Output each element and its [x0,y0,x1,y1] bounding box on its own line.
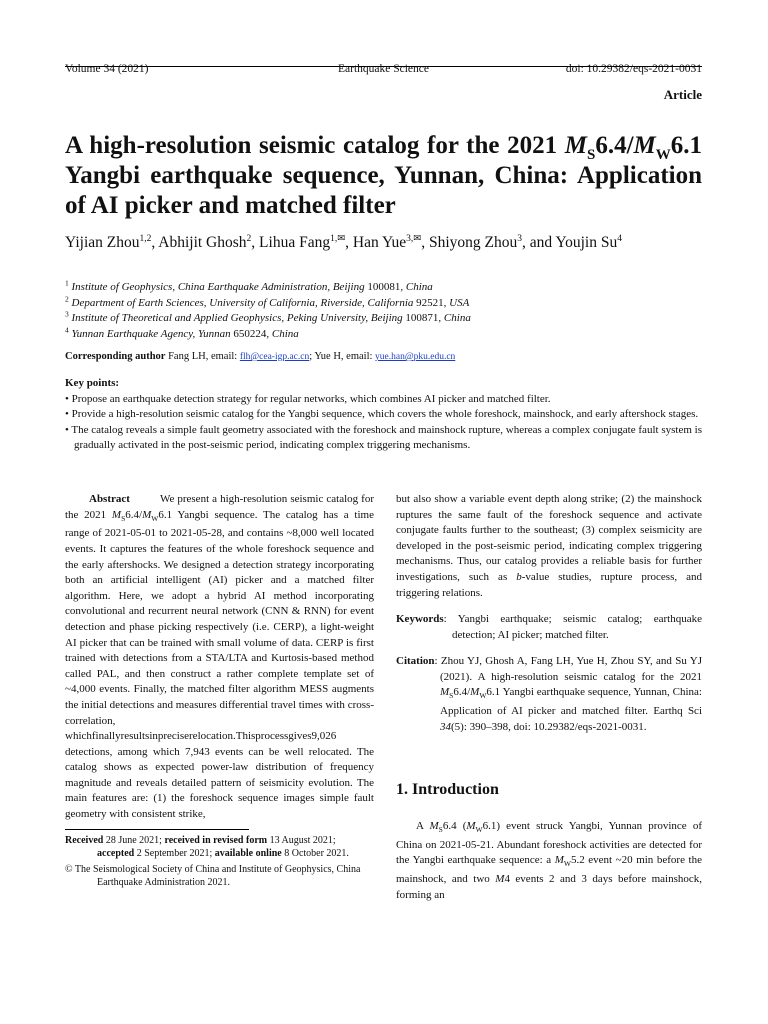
key-point: • Propose an earthquake detection strategy for regular networks, which combines AI picker and matched filter. [65,392,551,405]
affiliations [65,280,702,342]
key-points-heading: Key points: [65,377,120,389]
affiliation: $^3$ Institute of Theoretical and Applied Geophysics, Peking University, Beijing 100871, China [65,309,471,324]
email-link[interactable]: yue.han@pku.edu.cn [375,352,456,362]
author: Han Yue [352,234,407,251]
affiliation: $^1$ Institute of Geophysics, China Earthquake Administration, Beijing 100081, China [65,278,433,293]
abstract-column-left [65,492,374,823]
abstract-column-right [396,492,702,601]
email-link[interactable]: flh@cea-igp.ac.cn [239,352,310,362]
abstract-label: Abstract [89,493,130,505]
key-points [65,376,702,454]
volume-label: Volume 34 (2021) [65,63,149,75]
author-list: Yijian Zhou$^{1,2}$, Abhijit Ghosh$^2$, Lihua Fang$^{1,✉}$, Han Yue$^{3,✉}$, Shiyong Zhou$^3$, and Youjin Su$^4$ [65,233,622,251]
abstract-continued: but also show a variable event depth along strike; (2) the mainshock ruptures the same fault of the foreshock sequence and activate conjugate faults further to the southeast; (3) complex seismicity are developed in the post-seismic period, indicating complex triggering mechanisms. Thus, our catalog provides a reliable basis for further investigations, such as b-value studies, rupture process, and triggering relations. [396,493,702,599]
received-dates: Received 28 June 2021; received in revised form 13 August 2021; accepted 2 September 2021; available online 8 October 2021. © The Seismological Society of China and Institute of Geophysics, China Earthquake Administration 2021. [65,834,374,890]
affiliation: $^2$ Department of Earth Sciences, University of California, Riverside, California 92521, USA [65,293,470,309]
author: Youjin Su [555,234,618,251]
author: Yijian Zhou [65,234,140,251]
affiliation: $^4$ Yunnan Earthquake Agency, Yunnan 650224, China [65,324,299,340]
section-heading-introduction: 1. Introduction [396,781,499,798]
key-point: • Provide a high-resolution seismic catalog for the Yangbi sequence, which covers the whole foreshock, mainshock, and early aftershock stages. [65,408,699,420]
footnote-rule [65,829,249,830]
introduction-text: A $M_S6.4$ $(M_W6.1)$ event struck Yangbi, Yunnan province of China on 2021-05-21. Abundant foreshock activities are detected for the Yangbi earthquake sequence: a $M_W5.2$ event ~20 min before the mainshock, and two M4 events 2 and 3 days before mainshock, forming an [396,820,702,901]
author: Abhijit Ghosh [158,234,247,251]
author: Lihua Fang [259,234,331,251]
corresponding-author: Corresponding author Fang LH, email: flh@cea-igp.ac.cn; Yue H, email: yue.han@pku.edu.cn [65,351,456,362]
citation: Citation: Zhou YJ, Ghosh A, Fang LH, Yue H, Zhou SY, and Su YJ (2021). A high-resolution seismic catalog for the 2021 $M_S6.4/M_W6.1$ Yangbi earthquake sequence, Yunnan, China: Application of AI picker and matched filter. Earthq Sci 34(5): 390–398, doi: 10.29382/eqs-2021-0031. [396,655,702,733]
author: Shiyong Zhou [429,234,518,251]
key-point: • The catalog reveals a simple fault geometry associated with the foreshock and mainshock rupture, whereas a complex conjugate fault system is gradually activated in the post-seismic period, indicating complex triggering mechanisms. [65,423,702,451]
keywords: Keywords: Yangbi earthquake; seismic catalog; earthquake detection; AI picker; matched filter. [396,613,702,641]
abstract-text: Abstract We present a high-resolution seismic catalog for the 2021 $M_S6.4/M_W6.1$ Yangbi sequence. The catalog has a time range of 2021-05-01 to 2021-05-28, and contains ~8,000 well located events. It captures the features of the whole foreshock sequence and the early aftershocks. We designed a detection strategy incorporating both an artificial intelligent (AI) picker and a matched filter algorithm. Here, we adopt a hybrid AI method incorporating convolutional and recurrent neural network (CNN & RNN) for event detection and phase picking respectively (i.e. CERP), a light-weight AI picker that can be trained with small volume of data. CERP is first trained with detections from a STA/LTA and Kurtosis-based method called PAL, and then construct a rather complete template set of ~4,000 events. Finally, the matched filter algorithm MESS augments the initial detections and measures differential travel times with cross-correlation, whichfinallyresultsinpreciserelocation.Thisprocessgives9,026 detections, among which 7,943 events can be well relocated. The catalog shows as expected power-law distribution of frequency magnitude and reveals detailed pattern of seismicity evolution. The main features are: (1) the foreshock sequence images simple fault geometry with consistent strike, [65,493,374,821]
copyright-notice: © The Seismological Society of China and Institute of Geophysics, China Earthquake Administration 2021. [65,863,361,889]
paper-title: A high-resolution seismic catalog for the 2021 $M_S6.4/M_W6.1$ Yangbi earthquake sequence, Yunnan, China: Application of AI picker and matched filter [65,132,702,219]
paper-page [65,0,702,1024]
journal-name: Earthquake Science [338,63,429,75]
doi-label[interactable]: doi: 10.29382/eqs-2021-0031 [565,63,702,75]
running-header [65,62,702,75]
article-type: Article [663,87,702,102]
